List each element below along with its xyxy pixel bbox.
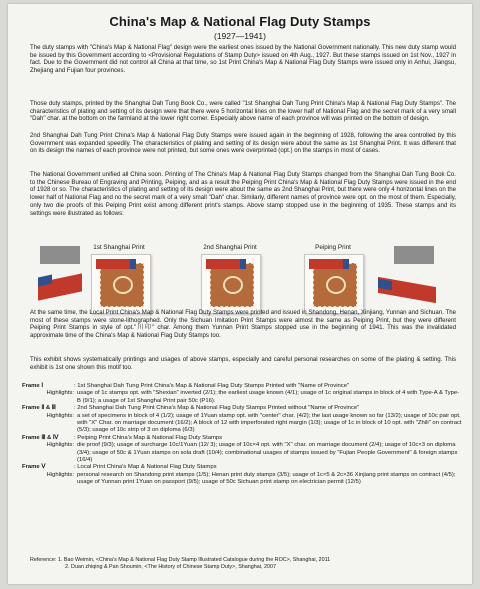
frame-3-highlights-text: die proof (9/3); usage of surcharge 10c/1Yuan (12/ 3); usage of 10c×4 opt. with "X" char. on marriage document (2/4); usage of 10c×3 on diploma (3/4); usage of 50c & 1Yuan stamps on sola draft (10/4); combinational usages of stamps issued by "Fujian People Government" & foreign stamps (16/4) [77, 442, 458, 464]
stamp-label-2nd-shanghai: 2nd Shanghai Print [203, 244, 257, 251]
flag-map-illustration-right [378, 242, 440, 304]
second-print-paragraph: 2nd Shanghai Dah Tung Print China's Map & National Flag Duty Stamps were issued again in the beginning of 1928, following the area controlled by this Government was expanded speedily. The characteristics of plating and setting of its design were about the same as 1st Shanghai Print. It was different that on its design the names of each province were not printed, but some ones were overprinted (opt.) on the stamps in most of cases. [30, 132, 456, 155]
page-years: (1927—1941) [214, 31, 266, 41]
highlights-label: Highlights: [46, 412, 74, 419]
highlights-label: Highlights: [46, 442, 74, 449]
exhibit-summary-paragraph: This exhibit shows systematically printings and usages of above stamps, especially and careful personal researches on some of the plating & setting. This exhibit is 1st one shown this motif too. [30, 356, 456, 371]
stamp-2nd-shanghai-print [201, 254, 261, 314]
reference-2: 2. Duan zhiqing & Pan Shoumin, <The History of Chinese Stamp Duty>, Shanghai, 2007 [65, 564, 276, 570]
frame-1-name: Frame Ⅰ [22, 383, 44, 389]
frame-1-heading [22, 383, 462, 390]
frame-2-highlights-text: a set of specimens in block of 4 (1/2); usage of 1Yuan stamp opt. with "center" char. (4/2); the last usage known so far (13/2); usage of 10c pair opt. with "X" Char. on marriage document (16/2); A block of 12 with imperforated right margin (1/3); usage of 1c in block of 10 opt. with "Zhili" on contract (5/3); usage of 10c strip of 3 on diploma (6/3) [77, 412, 462, 434]
stamp-peiping-print [304, 254, 364, 314]
exhibit-page [8, 4, 472, 584]
peiping-print-paragraph: The National Government unified all China soon. Printing of The China's Map & National Flag Duty Stamps changed from the Shanghai Dah Tung Book Co. to the Chinese Bureau of Engraving and Printing, Peiping, and as a result the Peiping Print China's Map & National Flag Duty Stamps were issued in the end of 1928 or so. The characteristics of plating and setting of its design were about the same as 2nd Shanghai Print, but there were only 4 horizontal lines on the lower half of National Flag and no the secret mark of a very small "Dah" char. Similarly, different names of province were opt. on the most of them. Especially, only two die proofs of this Peiping Print exist among different print's stamps. Above stamp stopped use in the beginning of 1935. These stamps and its settings were illustrated as follows: [30, 171, 456, 217]
frame-3-name: Frame Ⅲ & Ⅳ [22, 434, 59, 441]
frame-2-title: : 2nd Shanghai Dah Tung Print China's Map & National Flag Duty Stamps Printed without "Name of Province" [74, 405, 360, 412]
frame-1-title: : 1st Shanghai Dah Tung Print China's Map & National Flag Duty Stamps Printed with "Name of Province" [74, 383, 350, 389]
frame-4-heading [22, 464, 462, 471]
frame-3-title: : Peiping Print China's Map & National Flag Duty Stamps [74, 434, 223, 441]
frame-1-highlights-text: usage of 1c stamps opt. with "Shexian" inverted (2/1); the earliest usage known (4/1); usage of 1c original stamps in block of 4 with Type-A & Type-B (9/1); a usage of 1st Shanghai Print pair 50c (P16). [77, 390, 460, 404]
stamp-label-peiping: Peiping Print [315, 244, 351, 251]
reference-1: Reference: 1. Bao Weimin, <China's Map & National Flag Duty Stamp Illustrated Catalogue during the ROC>, Shanghai, 2011 [30, 557, 331, 563]
highlights-label: Highlights: [46, 471, 74, 478]
stamp-1st-shanghai-print [91, 254, 151, 314]
frame-2-name: Frame Ⅱ & Ⅲ [22, 405, 56, 412]
intro-paragraph: The duty stamps with "China's Map & National Flag" design were the earliest ones issued by the National Government nationally. This new duty stamp would be issued by this Government according to <Provisional Regulations of Stamp Duty> issued on 4th Aug., 1927. But these stamps issued on 1st Nov., 1927 in fact. Due to the Government did not control all China at that time, so 1st Print China's Map & National Flag Duty Stamps were issued only in Anhui, Jiangsu, Zhejiang and Fujian four provinces. [30, 44, 456, 75]
frame-4-name: Frame Ⅴ [22, 464, 46, 471]
frame-4-title: : Local Print China's Map & National Flag Duty Stamps [74, 464, 217, 471]
first-print-paragraph: Those duty stamps, printed by the Shanghai Dah Tung Book Co., were called "1st Shanghai Dah Tung Print China's Map & National Flag Duty Stamps". The characteristics of plating and setting of its design were that there were 5 horizontal lines on the lower half of National Flag and the secret mark of a very small "Dah" char. at the bottom on the farmland at the lower right corner. Especially above name of each province will was printed on the bottom of design. [30, 100, 456, 123]
frame-4-highlights [22, 472, 462, 487]
references [30, 557, 460, 571]
frames-list [22, 383, 462, 487]
frame-3-heading [22, 435, 462, 442]
local-print-paragraph: At the same time, the Local Print China's Map & National Flag Duty Stamps were printed and issued in Shandong, Henan, Xinjiang, Yunnan and Sichuan. The most of these stamps were stone-lithographed. Only the Sichuan Imitation Print Stamps were almost the same as Peiping Print, but they were different Peiping Print Stamps in style of opt."川印" char. Among them Yunnan Print Stamps stopped use in the beginning of 1941. This was the invalidated approximate time of the China's Map & National Flag Duty Stamps too. [30, 309, 456, 340]
flag-map-illustration-left [38, 242, 84, 304]
frame-2-heading [22, 405, 462, 412]
frame-1-highlights [22, 390, 462, 405]
highlights-label: Highlights: [46, 390, 74, 397]
stamp-label-1st-shanghai: 1st Shanghai Print [93, 244, 145, 251]
frame-4-highlights-text: personal research on Shandong print stamps (1/5); Henan print duty stamps (3/5); usage of 1c×5 & 2c×36 Xinjiang print stamps on contract (4/5); usage of Yunnan print 1Yuan on passport (9/5); usage of 50c Sichuan print stamp on electrician permit (12/5) [77, 471, 456, 486]
frame-2-highlights [22, 413, 462, 435]
page-title: China's Map & National Flag Duty Stamps [109, 14, 371, 29]
frame-3-highlights [22, 442, 462, 464]
